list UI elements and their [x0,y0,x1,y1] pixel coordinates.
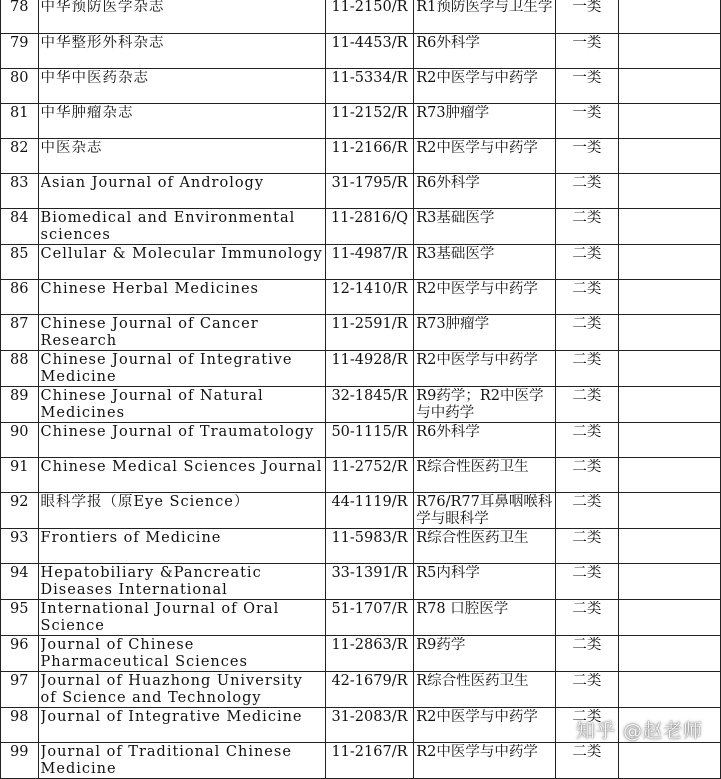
cn-number [325,387,413,423]
subject-category [414,0,556,34]
subject-category [414,209,556,245]
journal-name [38,351,325,387]
row-number-text: 85 [10,245,29,262]
journal-name-text: 眼科学报（原Eye Science） [40,494,250,510]
table-row [1,672,721,708]
journal-class [556,104,619,139]
subject-category [414,245,556,280]
subject-category [414,174,556,209]
subject-category-text: R1预防医学与卫生学 [416,0,553,15]
journal-name-text: Asian Journal of Andrology [40,174,265,191]
subject-category-text: R3基础医学 [416,245,495,262]
journal-class-text: 二类 [572,601,602,617]
subject-category-text: R2中医学与中药学 [416,352,538,368]
journal-class [556,458,619,493]
journal-class [556,351,619,387]
empty-cell [618,280,720,315]
journal-name [38,209,325,245]
journal-class-text: 二类 [572,423,602,440]
empty-cell [618,493,720,529]
journal-name [38,104,325,139]
journal-name-text: Chinese Journal of Traumatology [40,423,315,440]
journal-name-text: Chinese Medical Sciences Journal [40,458,323,475]
row-number [1,209,39,245]
journal-name-text: 中医杂志 [40,139,103,156]
journal-name-text: Chinese Journal of Integrative Medicine [40,352,293,385]
empty-cell [618,0,720,34]
cn-number-text: 51-1707/R [331,601,408,617]
cn-number [325,280,413,315]
row-number-text: 80 [10,69,29,86]
journal-class-text: 二类 [572,494,602,510]
journal-class-text: 一类 [572,34,602,51]
subject-category [414,315,556,351]
subject-category-text: R2中医学与中药学 [416,744,538,760]
journal-name [38,0,325,34]
cn-number-text: 31-1795/R [331,174,408,191]
empty-cell [618,564,720,600]
cn-number-text: 11-4453/R [331,34,408,51]
journal-class-text: 二类 [572,744,602,760]
journal-name-text: Biomedical and Environmental sciences [40,210,296,243]
cn-number [325,209,413,245]
cn-number [325,672,413,708]
journal-class [556,564,619,600]
cn-number-text: 11-5983/R [331,529,408,546]
journal-class-text: 二类 [572,565,602,581]
subject-category-text: R2中医学与中药学 [416,708,538,725]
subject-category-text: R综合性医药卫生 [416,458,529,475]
journal-name-text: Chinese Herbal Medicines [40,280,259,297]
subject-category-text: R综合性医药卫生 [416,529,529,546]
empty-cell [618,174,720,209]
subject-category-text: R综合性医药卫生 [416,673,529,689]
table-row [1,636,721,672]
cn-number-text: 32-1845/R [331,388,408,404]
journal-name-text: Journal of Traditional Chinese Medicine [40,744,292,777]
journal-class-text: 二类 [572,245,602,262]
journal-class [556,209,619,245]
cn-number-text: 11-2166/R [331,139,408,156]
subject-category-text: R5内科学 [416,565,480,581]
table-row [1,564,721,600]
subject-category [414,139,556,174]
table-row [1,315,721,351]
subject-category-text: R73肿瘤学 [416,316,490,332]
journal-name [38,245,325,280]
journal-class [556,245,619,280]
empty-cell [618,245,720,280]
journal-class [556,636,619,672]
journal-class-text: 二类 [572,708,602,725]
subject-category-text: R2中医学与中药学 [416,69,538,86]
journal-name [38,458,325,493]
journal-class-text: 二类 [572,388,602,404]
journal-name-text: International Journal of Oral Science [40,601,280,634]
journal-class-text: 二类 [572,174,602,191]
cn-number [325,315,413,351]
journal-name [38,315,325,351]
cn-number-text: 33-1391/R [331,565,408,581]
subject-category [414,280,556,315]
journal-name-text: Cellular & Molecular Immunology [40,245,323,262]
journal-table-body [1,0,721,779]
row-number [1,493,39,529]
row-number-text: 97 [10,673,29,689]
journal-name-text: Hepatobiliary &Pancreatic Diseases International [40,565,262,598]
row-number [1,351,39,387]
row-number [1,174,39,209]
subject-category-text: R73肿瘤学 [416,104,490,121]
subject-category [414,104,556,139]
row-number-text: 78 [10,0,29,15]
row-number [1,104,39,139]
cn-number-text: 11-2816/Q [330,210,408,226]
row-number [1,139,39,174]
row-number [1,708,39,743]
journal-class [556,529,619,564]
subject-category-text: R6外科学 [416,423,480,440]
row-number-text: 96 [10,637,29,653]
row-number [1,600,39,636]
cn-number [325,636,413,672]
cn-number-text: 12-1410/R [331,280,408,297]
journal-name [38,708,325,743]
cn-number-text: 11-2863/R [331,637,408,653]
cn-number [325,174,413,209]
journal-class [556,387,619,423]
row-number-text: 93 [10,529,29,546]
subject-category [414,493,556,529]
journal-class-text: 二类 [572,352,602,368]
table-row [1,529,721,564]
row-number [1,529,39,564]
journal-class [556,69,619,104]
empty-cell [618,672,720,708]
row-number-text: 86 [10,280,29,297]
empty-cell [618,315,720,351]
empty-cell [618,209,720,245]
table-row [1,245,721,280]
journal-class [556,174,619,209]
row-number-text: 88 [10,352,29,368]
journal-class-text: 二类 [572,280,602,297]
cn-number [325,34,413,69]
cn-number [325,458,413,493]
row-number-text: 91 [10,458,29,475]
row-number [1,245,39,280]
cn-number-text: 50-1115/R [331,423,408,440]
cn-number [325,69,413,104]
journal-name [38,423,325,458]
cn-number [325,351,413,387]
zhihu-watermark: 知乎 @赵老师 [575,720,703,742]
cn-number-text: 11-4987/R [331,245,408,262]
table-row [1,174,721,209]
empty-cell [618,529,720,564]
table-row [1,0,721,34]
row-number [1,69,39,104]
row-number [1,423,39,458]
subject-category [414,458,556,493]
table-row [1,69,721,104]
table-row [1,34,721,69]
subject-category [414,387,556,423]
cn-number [325,139,413,174]
empty-cell [618,423,720,458]
journal-name-text: Chinese Journal of Natural Medicines [40,388,264,421]
table-row [1,209,721,245]
subject-category-text: R76/R77耳鼻咽喉科学与眼科学 [416,494,553,527]
journal-name [38,600,325,636]
cn-number [325,529,413,564]
row-number [1,636,39,672]
row-number [1,280,39,315]
row-number-text: 83 [10,174,29,191]
empty-cell [618,636,720,672]
journal-class-text: 二类 [572,529,602,546]
subject-category [414,672,556,708]
cn-number [325,245,413,280]
cn-number-text: 11-2752/R [331,458,408,475]
journal-class-text: 一类 [572,139,602,156]
row-number-text: 94 [10,565,29,581]
journal-name [38,387,325,423]
row-number [1,34,39,69]
row-number-text: 98 [10,708,29,725]
journal-class-text: 一类 [572,69,602,86]
row-number-text: 99 [10,744,29,760]
empty-cell [618,458,720,493]
cn-number [325,600,413,636]
cn-number-text: 11-2150/R [331,0,408,15]
table-row [1,104,721,139]
row-number-text: 79 [10,34,29,51]
cn-number-text: 11-5334/R [331,69,408,86]
cn-number-text: 11-2591/R [331,316,408,332]
row-number-text: 95 [10,601,29,617]
journal-name-text: 中华整形外科杂志 [40,34,165,51]
subject-category-text: R3基础医学 [416,210,495,226]
table-row [1,458,721,493]
subject-category [414,69,556,104]
journal-class-text: 二类 [572,316,602,332]
table-row [1,351,721,387]
row-number-text: 84 [10,210,29,226]
cn-number-text: 44-1119/R [331,494,408,510]
cn-number-text: 11-2152/R [331,104,408,121]
subject-category [414,708,556,743]
subject-category-text: R9药学 [416,637,466,653]
journal-class-text: 一类 [572,0,602,15]
subject-category [414,529,556,564]
journal-class [556,600,619,636]
journal-class-text: 二类 [572,673,602,689]
empty-cell [618,351,720,387]
subject-category-text: R6外科学 [416,34,480,51]
empty-cell [618,600,720,636]
journal-name [38,69,325,104]
subject-category [414,600,556,636]
table-row [1,600,721,636]
row-number [1,564,39,600]
table-row [1,387,721,423]
journal-name-text: Journal of Huazhong University of Science and Technology [40,673,303,706]
journal-class [556,315,619,351]
row-number-text: 92 [10,494,29,510]
table-row [1,423,721,458]
journal-name-text: Journal of Integrative Medicine [40,708,303,725]
table-row [1,493,721,529]
cn-number [325,104,413,139]
journal-name [38,34,325,69]
row-number-text: 82 [10,139,29,156]
cn-number-text: 31-2083/R [331,708,408,725]
subject-category [414,564,556,600]
journal-name-text: 中华肿瘤杂志 [40,104,134,121]
journal-class [556,280,619,315]
journal-name [38,564,325,600]
journal-class-text: 一类 [572,104,602,121]
journal-name [38,529,325,564]
journal-name [38,636,325,672]
subject-category-text: R2中医学与中药学 [416,139,538,156]
journal-name-text: Chinese Journal of Cancer Research [40,316,259,349]
journal-class-text: 二类 [572,637,602,653]
row-number [1,458,39,493]
empty-cell [618,34,720,69]
journal-class-text: 二类 [572,210,602,226]
row-number [1,672,39,708]
subject-category-text: R78 口腔医学 [416,601,509,617]
cn-number-text: 11-2167/R [331,744,408,760]
journal-class [556,423,619,458]
cn-number [325,708,413,743]
empty-cell [618,387,720,423]
row-number [1,315,39,351]
row-number [1,0,39,34]
subject-category [414,34,556,69]
cn-number-text: 42-1679/R [331,673,408,689]
row-number-text: 89 [10,388,29,404]
journal-name [38,139,325,174]
subject-category [414,351,556,387]
journal-class [556,493,619,529]
subject-category [414,423,556,458]
subject-category [414,636,556,672]
journal-class [556,34,619,69]
cn-number [325,0,413,34]
empty-cell [618,139,720,174]
cn-number [325,493,413,529]
journal-class [556,0,619,34]
table-row [1,280,721,315]
journal-name [38,672,325,708]
journal-class [556,139,619,174]
row-number-text: 87 [10,316,29,332]
table-row [1,139,721,174]
subject-category-text: R6外科学 [416,174,480,191]
empty-cell [618,69,720,104]
journal-name-text: Journal of Chinese Pharmaceutical Sciences [40,637,248,670]
row-number-text: 90 [10,423,29,440]
journal-name-text: 中华中医药杂志 [40,69,150,86]
journal-name [38,174,325,209]
journal-name-text: 中华预防医学杂志 [40,0,165,15]
empty-cell [618,104,720,139]
cn-number [325,564,413,600]
subject-category-text: R9药学；R2中医学与中药学 [416,388,544,421]
row-number-text: 81 [10,104,29,121]
journal-class-text: 二类 [572,458,602,475]
subject-category-text: R2中医学与中药学 [416,280,538,297]
row-number [1,387,39,423]
journal-class [556,672,619,708]
journal-name-text: Frontiers of Medicine [40,529,222,546]
cn-number [325,423,413,458]
cn-number-text: 11-4928/R [331,352,408,368]
journal-name [38,493,325,529]
journal-name [38,280,325,315]
